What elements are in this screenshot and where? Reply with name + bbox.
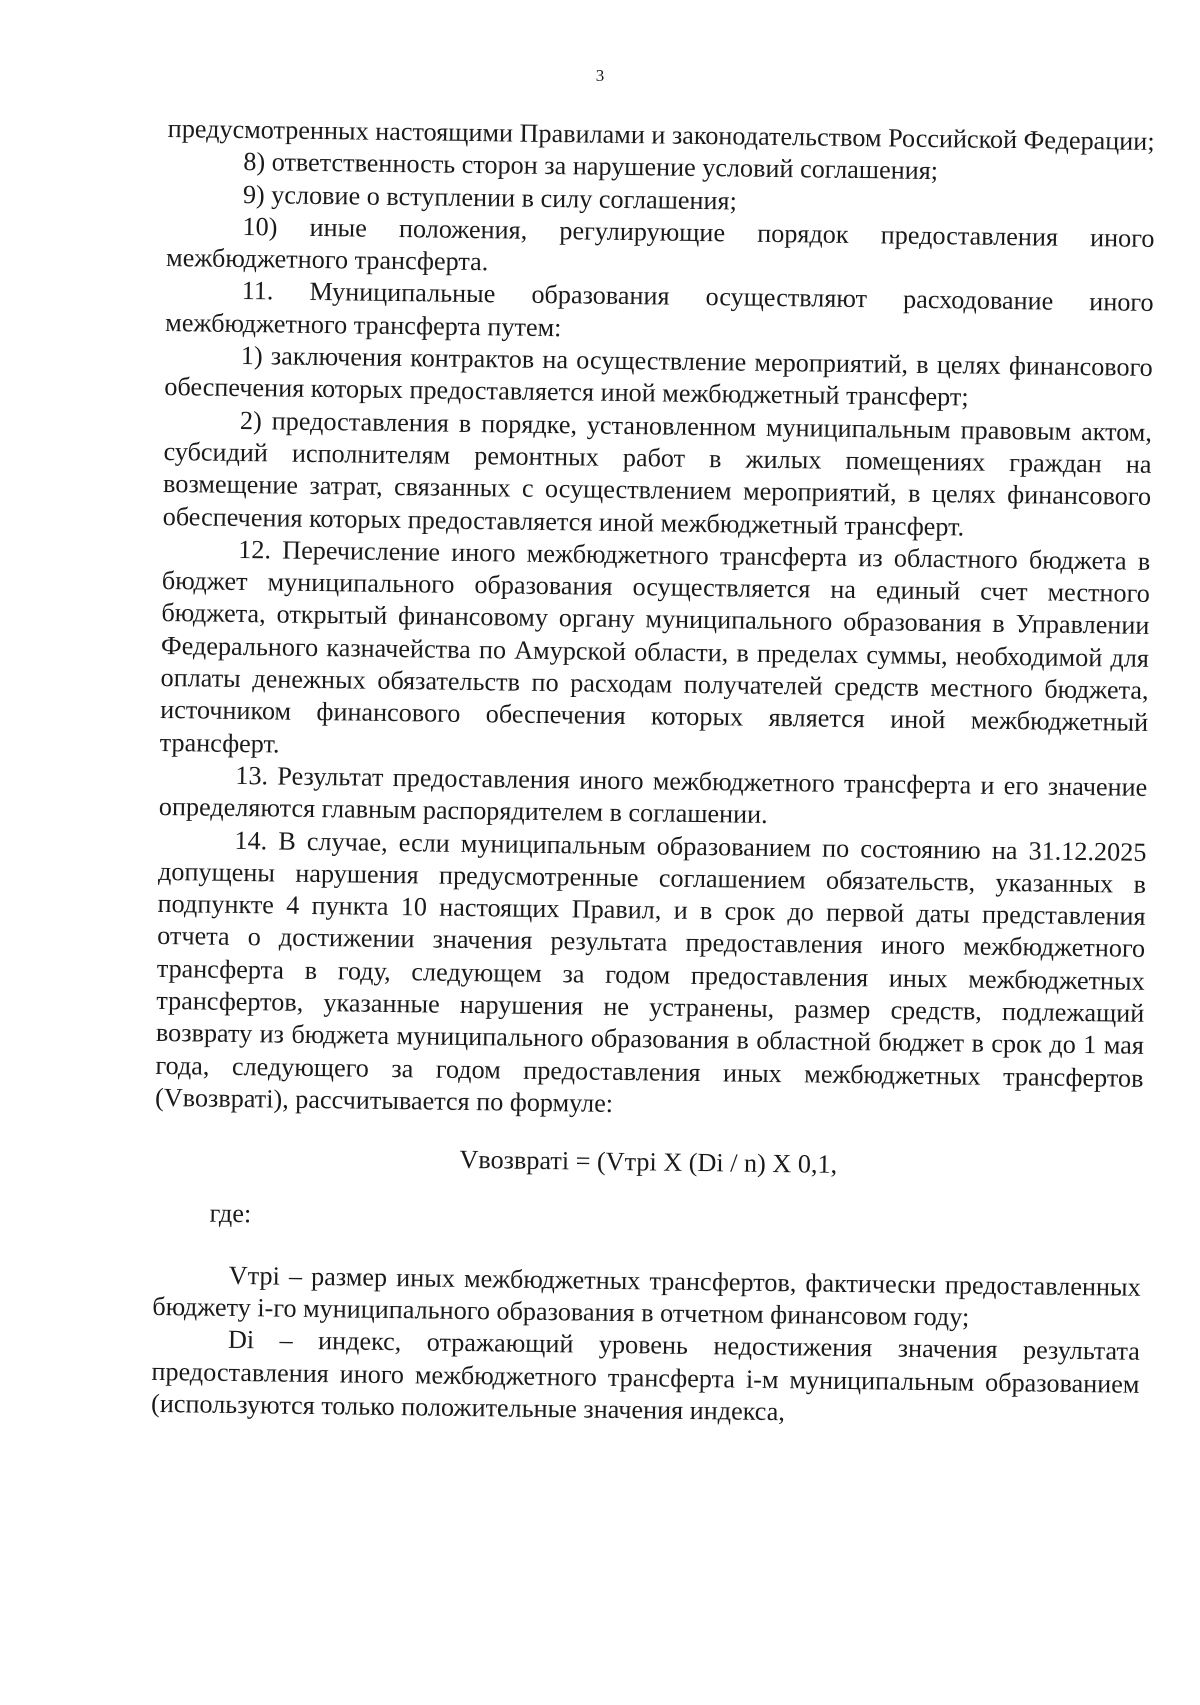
paragraph-clause-13: 13. Результат предоставления иного межбюджетного трансферта и его значение определяются главным распорядителем в соглашении. (158, 760, 1148, 830)
paragraph-clause-11-item-2: 2) предоставления в порядке, установленном муниципальным правовым актом, субсидий исполнителям ремонтных работ в жилых помещениях граждан на возмещение затрат, связанных с осуществлением мероприятий, в целях финансового обеспечения которых предоставляется иной межбюджетный трансферт. (162, 405, 1153, 542)
paragraph-item-8: 8) ответственность сторон за нарушение условий соглашения; (243, 147, 939, 186)
document-body (151, 113, 1156, 1433)
paragraph-continuation: предусмотренных настоящими Правилами и законодательством Российской Федерации; (167, 113, 1155, 156)
page-number: 3 (595, 66, 605, 85)
definition-vtr: Vтрi – размер иных межбюджетных трансфертов, фактически предоставленных бюджету i-го муниципального образования в отчетном финансовом году; (152, 1260, 1141, 1332)
definition-di: Di – индекс, отражающий уровень недостижения значения результата предоставления иного межбюджетного трансферта i-м муниципальным образованием (используются только положительные значения индекса, (150, 1325, 1141, 1427)
paragraph-clause-12: 12. Перечисление иного межбюджетного трансферта из областного бюджета в бюджет муниципального образования осуществляется на единый счет местного бюджета, открытый финансовому органу муниципального образования в Управлении Федерального казначейства по Амурской области, в пределах суммы, необходимой для оплаты денежных обязательств по расходам получателей средств местного бюджета, источником финансового обеспечения которых является иной межбюджетный трансферт. (159, 534, 1151, 759)
paragraph-clause-11: 11. Муниципальные образования осуществляют расходование иного межбюджетного трансферта путем: (165, 276, 1154, 342)
formula: Vвозвратi = (Vтрi X (Di / n) X 0,1, (459, 1145, 838, 1180)
paragraph-clause-11-item-1: 1) заключения контрактов на осуществление мероприятий, в целях финансового обеспечения которых предоставляется иной межбюджетный трансферт; (164, 341, 1153, 412)
paragraph-item-9: 9) условие о вступлении в силу соглашения; (242, 179, 738, 216)
where-label: где: (209, 1198, 252, 1228)
paragraph-clause-14: 14. В случае, если муниципальным образованием по состоянию на 31.12.2025 допущены нарушения предусмотренные соглашением обязательств, указанных в подпункте 4 пункта 10 настоящих Правил, и в срок до первой даты представления отчета о достижении значения результата предоставления иного межбюджетного трансферта в году, следующем за годом предоставления иных межбюджетных трансфертов, указанные нарушения не устранены, размер средств, подлежащий возврату из бюджета муниципального образования в областной бюджет в срок до 1 мая года, следующего за годом предоставления иных межбюджетных трансфертов (Vвозвратi), рассчитывается по формуле: (154, 825, 1147, 1118)
paragraph-item-10: 10) иные положения, регулирующие порядок предоставления иного межбюджетного трансферта. (165, 211, 1155, 277)
